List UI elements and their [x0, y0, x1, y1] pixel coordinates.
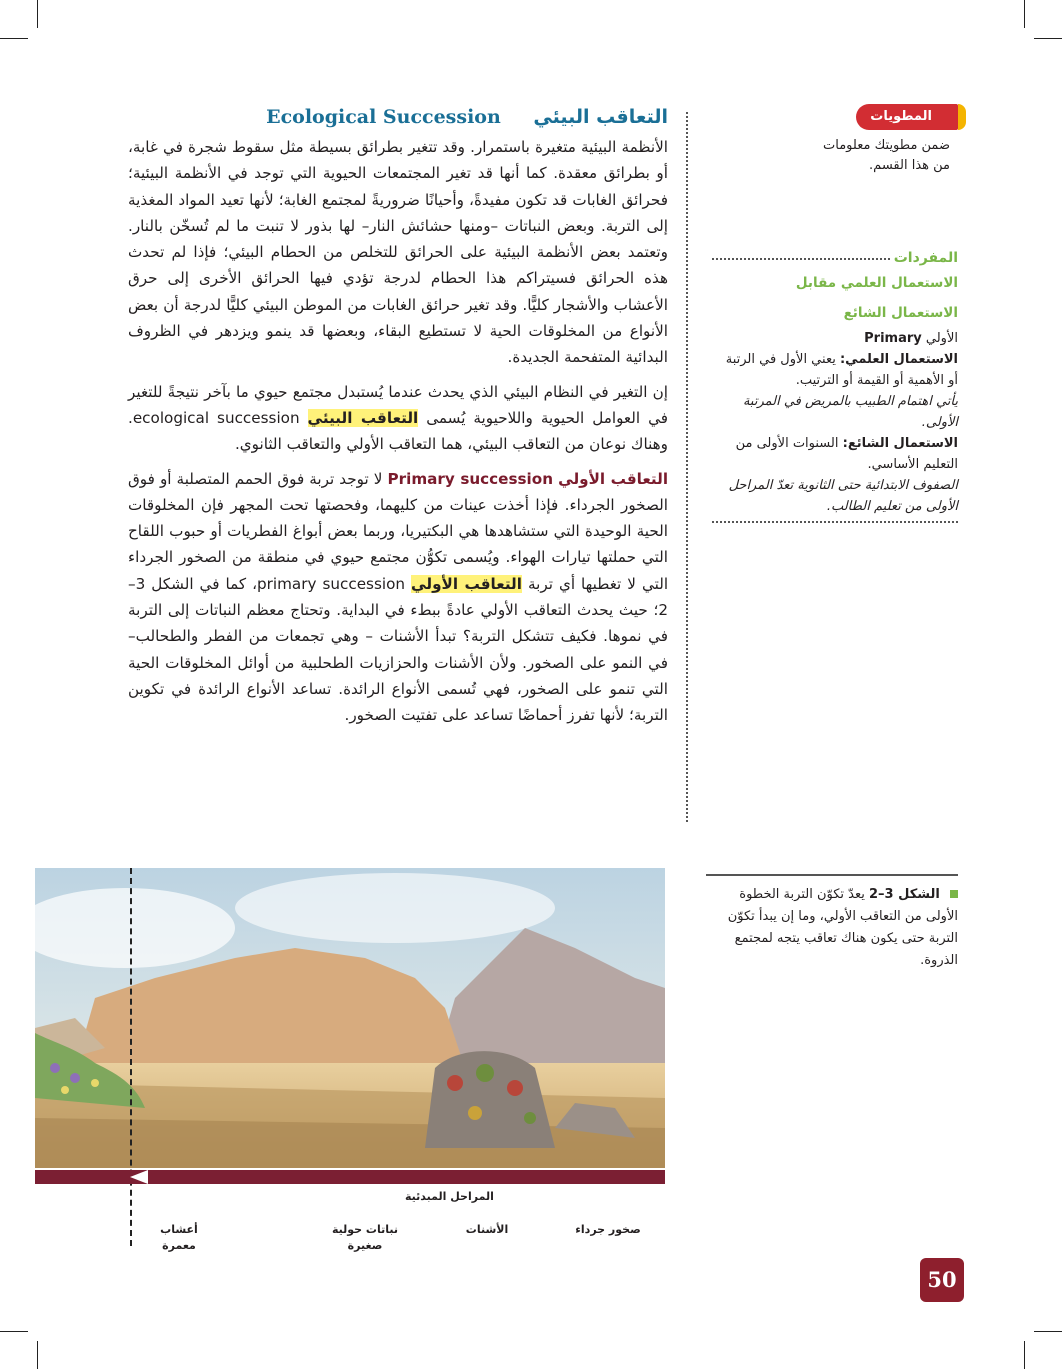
section-heading-arabic: التعاقب البيئي — [533, 106, 668, 128]
scientific-usage-example: يأتي اهتمام الطبيب بالمريض في المرتبة الأولى. — [742, 394, 958, 430]
crop-mark — [1024, 1341, 1025, 1369]
timeline-arrow — [35, 1170, 665, 1184]
vocabulary-subtitle-1: الاستعمال العلمي مقابل — [795, 275, 958, 291]
paragraph-fires: الأنظمة البيئية متغيرة باستمرار. وقد تتغير بطرائق بسيطة مثل سقوط شجرة في غابة، أو بطرائق معقدة. كما أنها قد تغير المجتمعات الحيوية التي توجد في الأنظمة البيئية؛ فحرائق الغابات قد تكون مفيدةً، وأحيانًا ضروريةً لمجتمع الغابة؛ لأنها تعيد المواد المغذية إلى التربة. وبعض النباتات –ومنها حشائش النار– لها بذور لا تنبت ما لم تُسخّن بالنار. وتعتمد بعض الأنظمة البيئية على الحرائق للتخلص من الحطام البيئي؛ فإذا لم تحدث هذه الحرائق فسيتراكم هذا الحطام لدرجة تؤدي فيها الحرائق الأخرى إلى حرق الأعشاب والأشجار كليًّا. وقد تغير حرائق الغابات من الموطن البيئي كليًّا لدرجة أن بعض الأنواع من المخلوقات الحية لا تستطيع البقاء، وبعضها قد ينمو ويزدهر في الظروف البدائية المتفحمة الجديدة. — [128, 138, 668, 367]
vocabulary-title: المفردات — [712, 258, 958, 280]
section-heading — [128, 100, 668, 134]
cloud — [235, 873, 555, 943]
common-usage: الاستعمال الشائع: السنوات الأولى من التعليم الأساسي. — [735, 436, 958, 472]
foldables-badge: المطويات — [856, 104, 958, 130]
flower — [50, 1063, 60, 1073]
term-ecological-succession-english: ecological succession — [132, 408, 300, 427]
crop-mark — [1034, 1331, 1062, 1332]
lichen-spot — [476, 1064, 494, 1082]
common-usage-example: الصفوف الابتدائية حتى الثانوية تعدّ المراحل الأولى من تعليم الطالب. — [728, 478, 958, 514]
vocabulary-subtitle-2: الاستعمال الشائع — [843, 305, 958, 321]
arrow-left-icon — [130, 1170, 170, 1184]
lichen-spot — [507, 1080, 523, 1096]
figure-caption-text: يعدّ تكوّن التربة الخطوة الأولى من التعاقب الأولي، وما إن يبدأ تكوّن التربة حتى يكون هناك تعاقب يتجه لمجتمع الذروة. — [727, 887, 958, 968]
main-column — [128, 100, 668, 737]
crop-mark — [37, 1341, 38, 1369]
term-primary-succession-english: primary succession — [257, 574, 406, 593]
flower — [61, 1086, 69, 1094]
crop-mark — [1034, 38, 1062, 39]
sidebar — [718, 104, 958, 176]
paragraph-primary-succession: التعاقب الأولي Primary succession لا توجد تربة فوق الحمم المتصلبة أو فوق الصخور الجرداء. فإذا أخذت عينات من كليهما، وفحصتها تحت المجهر فإن المخلوقات الحية الوحيدة التي ستشاهدها هي البكتيريا، وربما بعض أبواغ الفطريات أو حبوب اللقاح التي حملتها تيارات الهواء. ويُسمى تكوُّن مجتمع حيوي في منطقة من الصخور الجرداء التي لا تغطيها أي تربة التعاقب الأولي primary succession، كما في الشكل 3–2؛ حيث يحدث التعاقب الأولي عادةً ببطء في البداية. وتحتاج معظم النباتات إلى التربة في نموها. فكيف تتشكل التربة؟ تبدأ الأشنات – وهي تجمعات من الفطر والطحالب– في النمو على الصخور. ولأن الأشنات والحزازيات الطحلبية من أوائل المخلوقات الحية التي تنمو على الصخور، فهي تُسمى الأنواع الرائدة. تساعد الأنواع الرائدة في تكوين التربة؛ لأنها تفرز أحماضًا تساعد على تفتيت الصخور. — [128, 469, 669, 725]
stage-label-perennial-grasses: أعشاب معمرة — [160, 1223, 198, 1252]
column-divider — [686, 112, 688, 822]
crop-mark — [0, 1331, 28, 1332]
paragraph-succession-definition: إن التغير في النظام البيئي الذي يحدث عندما يُستبدل مجتمع حيوي ما بآخر نتيجةً للتغير في العوامل الحيوية واللاحيوية يُسمى التعاقب البيئي ecological succession. وهناك نوعان من التعاقب البيئي، هما التعاقب الأولي والتعاقب الثانوي. — [128, 382, 668, 454]
term-primary-succession: التعاقب الأولي — [411, 574, 522, 593]
crop-mark — [0, 38, 28, 39]
stage-label-small-annuals: نباتات حولية صغيرة — [331, 1223, 398, 1252]
lichen-spot — [524, 1112, 536, 1124]
stage-title: المراحل المبدئية — [405, 1190, 494, 1203]
flower — [91, 1079, 99, 1087]
vocabulary-word: الأولي Primary — [864, 331, 958, 346]
figure-caption-label: الشكل 3–2 — [869, 887, 940, 902]
foldables-text: ضمن مطويتك معلومات من هذا القسم. — [823, 138, 950, 173]
figure-caption — [706, 874, 958, 972]
subheading-primary-succession-english: Primary succession — [387, 469, 554, 488]
vocabulary-box — [712, 250, 958, 523]
stage-label-bare-rock: صخور جرداء — [575, 1223, 641, 1236]
page-number: 50 — [920, 1258, 964, 1302]
succession-boundary-line — [130, 868, 132, 1246]
scientific-usage: الاستعمال العلمي: يعني الأول في الرتبة أو الأهمية أو القيمة أو الترتيب. — [725, 352, 958, 388]
lichen-spot — [468, 1106, 482, 1120]
crop-mark — [1024, 0, 1025, 28]
subheading-primary-succession: التعاقب الأولي — [558, 469, 669, 488]
stage-label-lichens: الأشنات — [465, 1223, 509, 1236]
caption-bullet-icon — [950, 890, 958, 898]
term-ecological-succession: التعاقب البيئي — [307, 408, 419, 427]
flower — [70, 1073, 80, 1083]
crop-mark — [37, 0, 38, 28]
vocabulary-box-bottom-border — [712, 521, 958, 523]
lichen-spot — [447, 1075, 463, 1091]
section-heading-english: Ecological Succession — [266, 106, 501, 128]
